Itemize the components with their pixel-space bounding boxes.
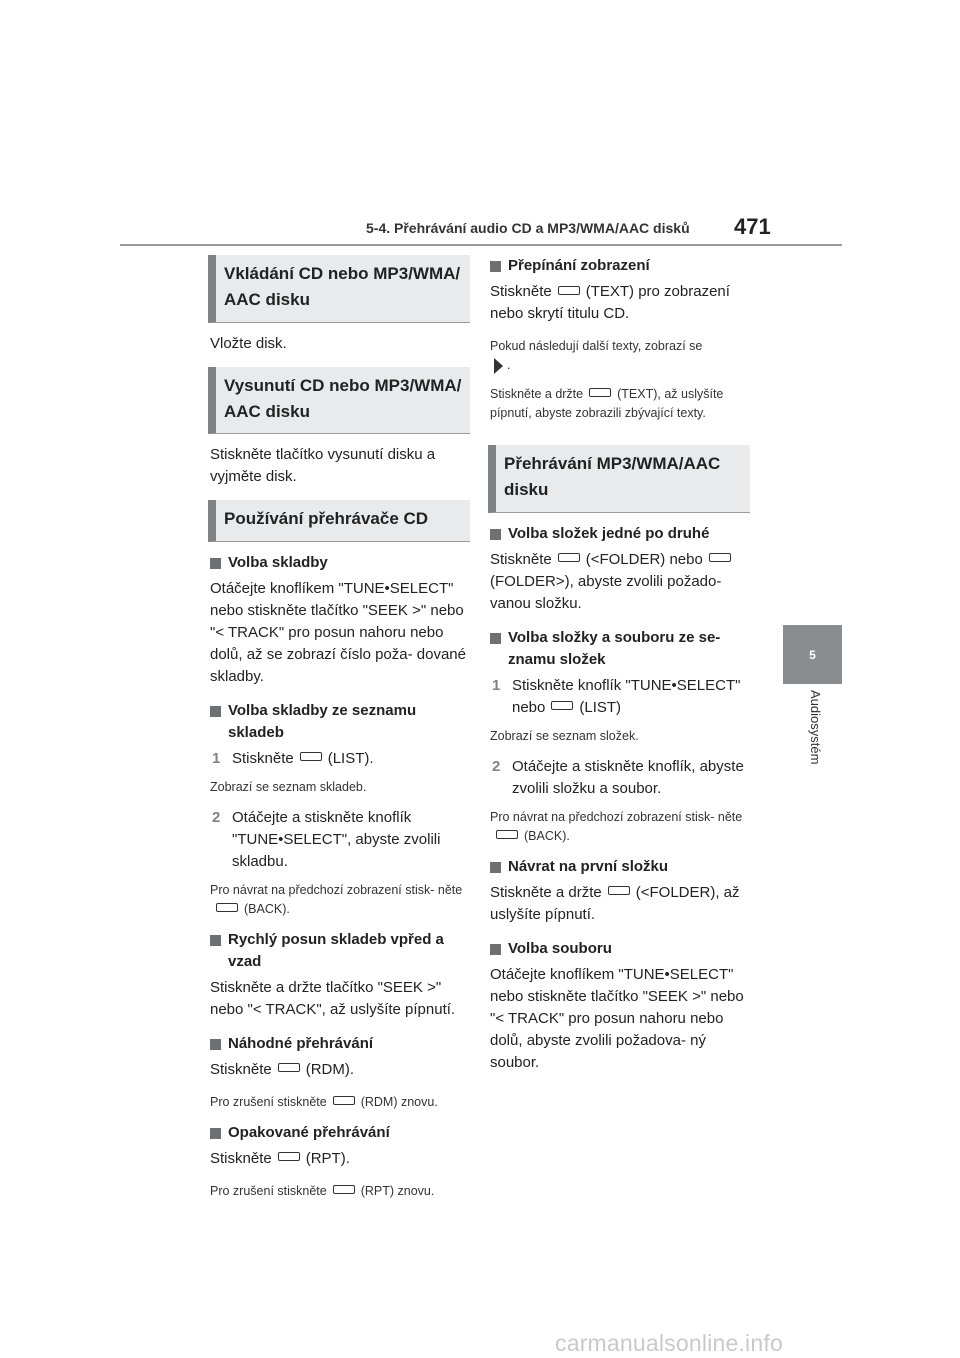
chapter-label: Audiosystém: [808, 690, 823, 765]
folder-list-note-2: [490, 808, 750, 846]
chapter-tab: [783, 625, 842, 684]
display-note-2: [490, 385, 750, 423]
file-select-text: Otáčejte knoflíkem "TUNE•SELECT" nebo stiskněte tlačítko "SEEK >" nebo "< TRACK" pro posun nahoru nebo dolů, abyste zvolili požadova- ný soubor.: [490, 965, 744, 1071]
note-text: Pro zrušení stiskněte: [210, 1183, 327, 1198]
track-select-title: [210, 552, 470, 574]
button-icon: [709, 553, 731, 562]
step-text: Otáčejte a stiskněte knoflík, abyste zvolili složku a soubor.: [512, 757, 744, 797]
note-text: (TEXT), až uslyšíte pípnutí, abyste zobrazili zbývající texty.: [490, 387, 724, 420]
fast-seek-title: [210, 929, 470, 973]
square-bullet-icon: [490, 529, 501, 540]
square-bullet-icon: [490, 261, 501, 272]
fast-seek-title-text: Rychlý posun skladeb vpřed a vzad: [228, 930, 444, 970]
folder-list-title-text: Volba složky a souboru ze se- znamu složek: [508, 628, 721, 668]
first-text-a: Stiskněte a držte: [490, 883, 602, 901]
folder-select-title-text: Volba složek jedné po druhé: [508, 524, 710, 542]
mp3-heading: Přehrávání MP3/WMA/AAC disku: [488, 445, 750, 513]
note-text: Pokud následují další texty, zobrazí se: [490, 339, 703, 353]
square-bullet-icon: [490, 633, 501, 644]
note-text: (RDM) znovu.: [360, 1094, 438, 1109]
display-switch-title: [490, 255, 750, 277]
note-text: Pro návrat na předchozí zobrazení stisk- něte: [490, 809, 743, 824]
square-bullet-icon: [490, 944, 501, 955]
button-icon: [300, 752, 322, 761]
step-number: 2: [212, 808, 221, 826]
repeat-note: [210, 1182, 470, 1201]
display-note-1: [490, 337, 750, 375]
folder-text-b: (<FOLDER) nebo: [585, 550, 703, 568]
folder-list-step-1: [490, 675, 750, 719]
button-icon: [589, 388, 611, 397]
file-select-title: [490, 938, 750, 960]
repeat-title: [210, 1122, 470, 1144]
repeat-text-b: (RPT).: [305, 1149, 350, 1167]
button-icon: [558, 286, 580, 295]
button-icon: [496, 830, 518, 839]
step-number: 1: [492, 676, 501, 694]
button-icon: [558, 553, 580, 562]
button-icon: [216, 903, 238, 912]
folder-text-a: Stiskněte: [490, 550, 552, 568]
track-list-step-2: [210, 807, 470, 873]
chapter-label-wrap: [805, 690, 825, 790]
square-bullet-icon: [490, 862, 501, 873]
random-title: [210, 1033, 470, 1055]
button-icon: [333, 1185, 355, 1194]
repeat-text-a: Stiskněte: [210, 1149, 272, 1167]
player-heading: Používání přehrávače CD: [208, 500, 470, 541]
first-folder-text: [490, 882, 750, 926]
first-folder-title: [490, 856, 750, 878]
random-text-a: Stiskněte: [210, 1060, 272, 1078]
left-column: [208, 255, 470, 1211]
track-list-title: [210, 700, 470, 744]
note-text: Stiskněte a držte: [490, 387, 584, 401]
button-icon: [278, 1152, 300, 1161]
page-number: 471: [734, 214, 771, 239]
display-switch-title-text: Přepínání zobrazení: [508, 257, 650, 274]
button-icon: [278, 1063, 300, 1072]
button-icon: [551, 701, 573, 710]
square-bullet-icon: [210, 558, 221, 569]
random-text-b: (RDM).: [305, 1060, 355, 1078]
eject-heading: Vysunutí CD nebo MP3/WMA/ AAC disku: [208, 367, 470, 435]
arrow-right-icon: [494, 358, 503, 374]
repeat-text: [210, 1148, 470, 1170]
insert-heading: Vkládání CD nebo MP3/WMA/ AAC disku: [208, 255, 470, 323]
folder-list-title: [490, 627, 750, 671]
display-text-a: Stiskněte: [490, 283, 552, 300]
eject-text: Stiskněte tlačítko vysunutí disku a vyjměte disk.: [210, 446, 436, 486]
page-header: [0, 0, 960, 250]
button-icon: [608, 886, 630, 895]
track-select-text: Otáčejte knoflíkem "TUNE•SELECT" nebo stiskněte tlačítko "SEEK >" nebo "< TRACK" pro posun nahoru nebo dolů, až se zobrazí číslo poža- dované skladby.: [210, 579, 466, 685]
note-text: .: [507, 358, 511, 372]
random-text: [210, 1059, 470, 1081]
display-switch-text: [490, 281, 750, 325]
note-text: (RPT) znovu.: [360, 1183, 435, 1198]
note-text: (BACK).: [244, 901, 290, 916]
display-text-b: (TEXT) pro zobrazení nebo skrytí titulu CD.: [490, 283, 730, 322]
right-column: [488, 255, 750, 1086]
step-number: 2: [492, 757, 501, 775]
note-text: Pro zrušení stiskněte: [210, 1094, 327, 1109]
folder-text-c: (FOLDER>), abyste zvolili požado- vanou složku.: [490, 572, 722, 612]
folder-list-note-1: Zobrazí se seznam složek.: [490, 728, 639, 743]
track-list-step-1: [210, 748, 470, 770]
file-select-title-text: Volba souboru: [508, 939, 612, 957]
square-bullet-icon: [210, 1128, 221, 1139]
track-list-note-1: Zobrazí se seznam skladeb.: [210, 779, 367, 794]
track-select-title-text: Volba skladby: [228, 553, 328, 571]
step-text: (LIST): [579, 698, 622, 716]
repeat-title-text: Opakované přehrávání: [228, 1123, 390, 1141]
insert-text: Vložte disk.: [210, 334, 287, 352]
square-bullet-icon: [210, 706, 221, 717]
step-number: 1: [212, 749, 221, 767]
header-rule: [120, 244, 842, 246]
track-list-title-text: Volba skladby ze seznamu skladeb: [228, 701, 417, 741]
track-list-note-2: [210, 881, 470, 919]
step-text: Otáčejte a stiskněte knoflík "TUNE•SELECT", abyste zvolili skladbu.: [232, 808, 441, 870]
folder-select-title: [490, 523, 750, 545]
chapter-number: 5: [809, 647, 816, 662]
square-bullet-icon: [210, 1039, 221, 1050]
random-title-text: Náhodné přehrávání: [228, 1034, 374, 1052]
note-text: Pro návrat na předchozí zobrazení stisk- něte: [210, 882, 463, 897]
section-title: 5-4. Přehrávání audio CD a MP3/WMA/AAC disků: [366, 220, 690, 236]
first-text-b: (<FOLDER), až uslyšíte pípnutí.: [490, 883, 740, 923]
folder-list-step-2: [490, 756, 750, 800]
square-bullet-icon: [210, 935, 221, 946]
button-icon: [333, 1096, 355, 1105]
note-text: (BACK).: [524, 828, 570, 843]
step-text: (LIST).: [327, 749, 374, 767]
folder-select-text: [490, 549, 750, 615]
first-folder-title-text: Návrat na první složku: [508, 857, 669, 875]
watermark: carmanualsonline.info: [555, 1330, 783, 1356]
step-text: Stiskněte: [232, 749, 294, 767]
fast-seek-text: Stiskněte a držte tlačítko "SEEK >" nebo "< TRACK", až uslyšíte pípnutí.: [210, 978, 456, 1018]
random-note: [210, 1093, 470, 1112]
step-text: Stiskněte knoflík "TUNE•SELECT" nebo: [512, 676, 741, 716]
